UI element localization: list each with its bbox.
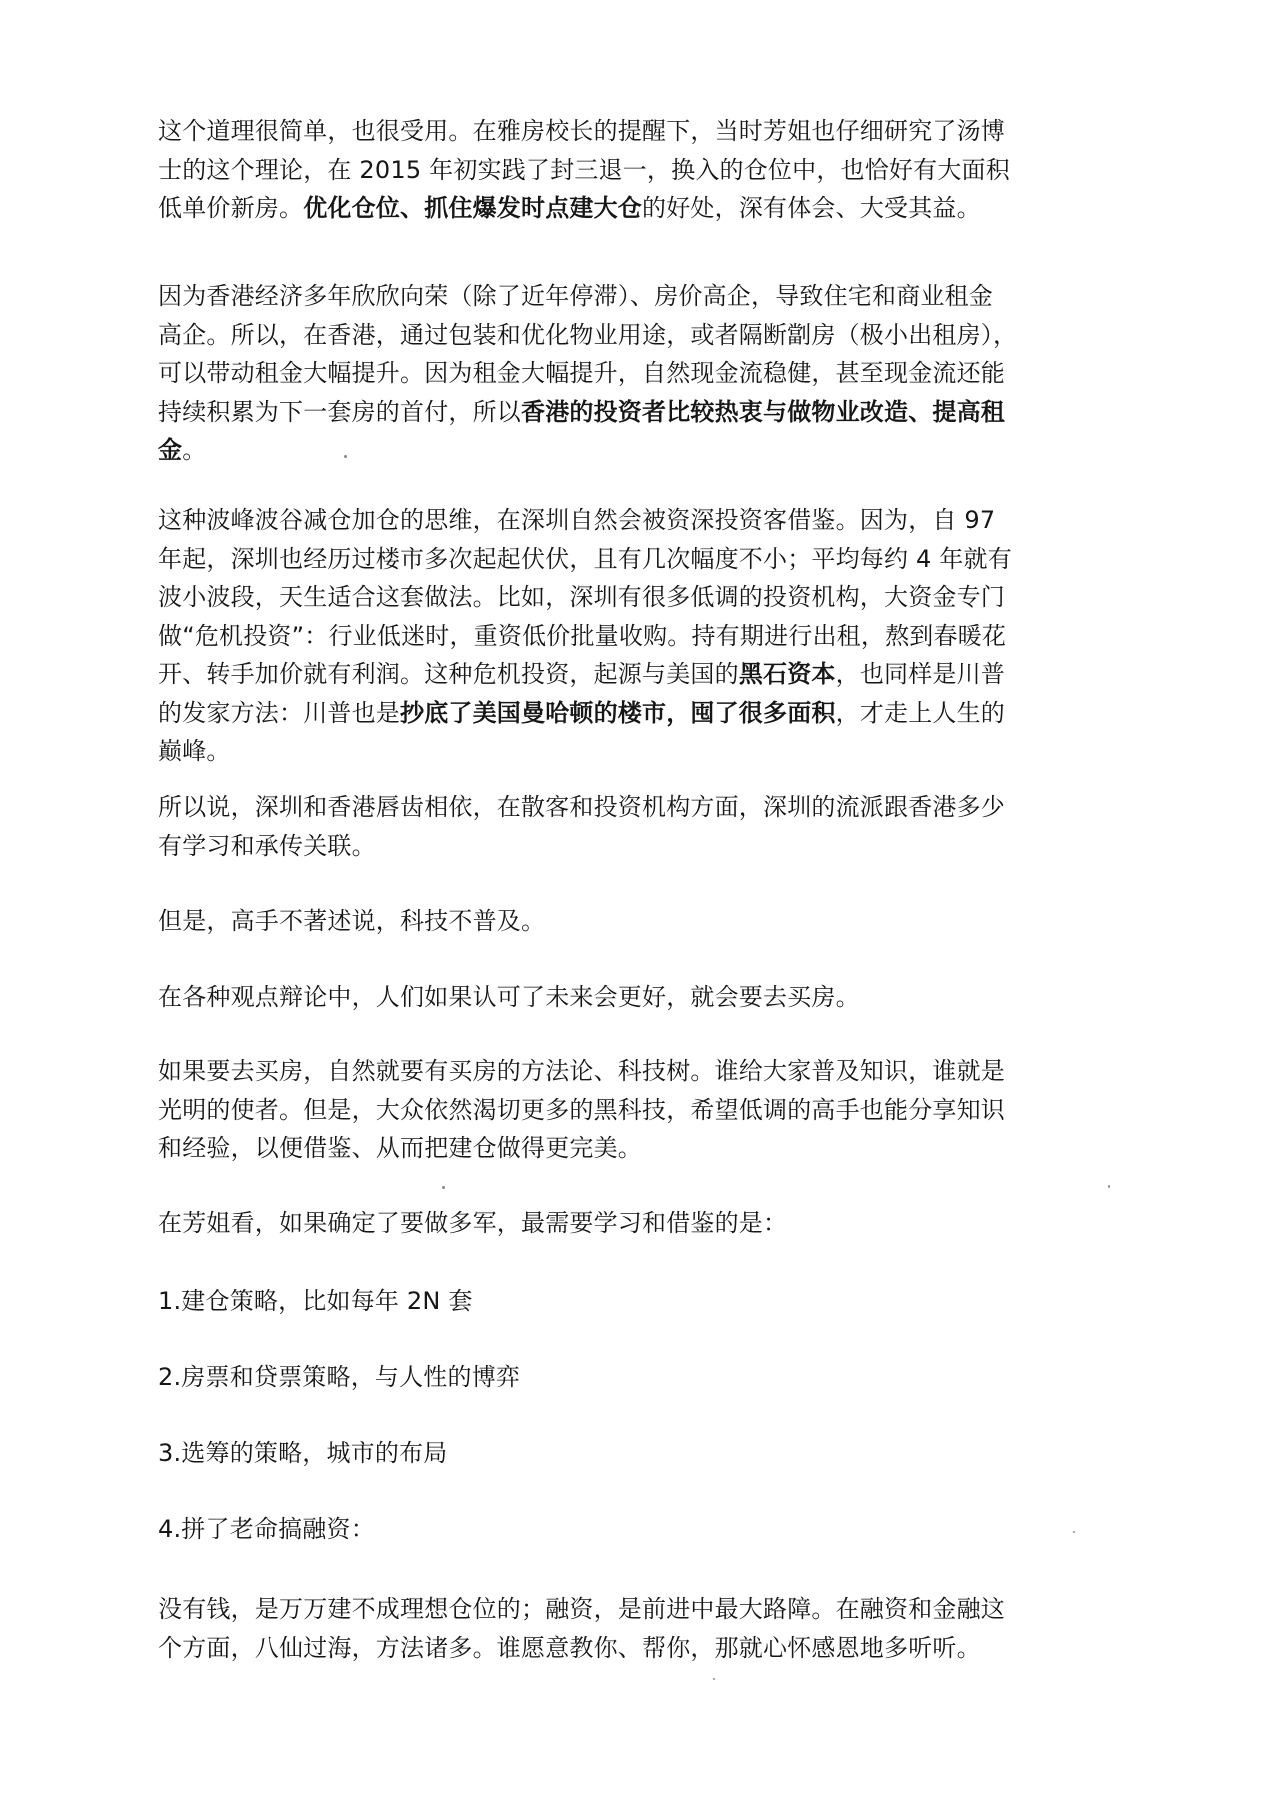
list-item-3	[158, 1434, 1098, 1473]
text-line	[158, 1052, 1098, 1091]
text-run: 光明的使者。但是，大众依然渴切更多的黑科技，希望低调的高手也能分享知识	[158, 1095, 1005, 1124]
list-item-1	[158, 1282, 1098, 1321]
text-run: ，也同样是川普	[835, 660, 1006, 688]
text-run: 这个道理很简单，也很受用。在雅房校长的提醒下，当时芳姐也仔细研究了汤博	[158, 117, 1005, 145]
bold-text-run: 金	[158, 436, 183, 464]
text-line	[158, 902, 1098, 941]
text-line	[158, 1091, 1098, 1130]
text-line	[158, 732, 1098, 771]
text-line	[158, 617, 1098, 656]
text-line	[158, 501, 1098, 540]
paragraph-6	[158, 978, 1098, 1017]
text-run: 在各种观点辩论中，人们如果认可了未来会更好，就会要去买房。	[158, 983, 860, 1011]
paragraph-8	[158, 1204, 1098, 1243]
text-line	[158, 978, 1098, 1017]
text-line	[158, 1434, 1098, 1473]
text-run: 和经验，以便借鉴、从而把建仓做得更完美。	[158, 1134, 642, 1162]
text-run: 4.拼了老命搞融资：	[158, 1515, 375, 1543]
text-run: 持续积累为下一套房的首付，所以	[158, 397, 521, 426]
text-run: 所以说，深圳和香港唇齿相依，在散客和投资机构方面，深圳的流派跟香港多少	[158, 793, 1005, 821]
text-run: 年起，深圳也经历过楼市多次起起伏伏，且有几次幅度不小；平均每约 4 年就有	[158, 544, 1012, 573]
text-line	[158, 189, 1098, 228]
paragraph-2	[158, 277, 1098, 470]
text-run: 这种波峰波谷减仓加仓的思维，在深圳自然会被资深投资客借鉴。因为，自 97	[158, 506, 996, 534]
text-run: 在芳姐看，如果确定了要做多军，最需要学习和借鉴的是：	[158, 1209, 788, 1237]
text-line	[158, 1358, 1098, 1397]
scan-speck	[713, 1678, 715, 1680]
list-item-2	[158, 1358, 1098, 1397]
text-run: 士的这个理论，在 2015 年初实践了封三退一，换入的仓位中，也恰好有大面积	[158, 155, 1010, 184]
text-line	[158, 1129, 1098, 1168]
text-line	[158, 655, 1098, 694]
text-run: 可以带动租金大幅提升。因为租金大幅提升，自然现金流稳健，甚至现金流还能	[158, 359, 1005, 387]
text-run: 个方面，八仙过海，方法诸多。谁愿意教你、帮你，那就心怀感恩地多听听。	[158, 1633, 981, 1662]
list-item-4	[158, 1510, 1098, 1549]
text-run: 的发家方法：川普也是	[158, 698, 400, 727]
bold-text-run: 香港的投资者比较热衷与做物业改造、提高租	[521, 397, 1005, 426]
text-run: ，才走上人生的	[835, 698, 1006, 727]
text-line	[158, 788, 1098, 827]
paragraph-4	[158, 788, 1098, 865]
paragraph-9	[158, 1590, 1098, 1667]
text-run: 1.建仓策略，比如每年 2N 套	[158, 1287, 473, 1315]
text-run: 有学习和承传关联。	[158, 831, 376, 860]
text-line	[158, 431, 1098, 470]
scan-speck	[442, 1186, 445, 1189]
text-run: 2.房票和贷票策略，与人性的博弈	[158, 1363, 521, 1391]
text-line	[158, 1204, 1098, 1243]
text-run: 3.选筹的策略，城市的布局	[158, 1439, 448, 1467]
text-line	[158, 277, 1098, 316]
text-run: 开、转手加价就有利润。这种危机投资，起源与美国的	[158, 660, 739, 688]
text-line	[158, 112, 1098, 151]
text-line	[158, 1510, 1098, 1549]
text-run: 但是，高手不著述说，科技不普及。	[158, 907, 546, 935]
text-run: 没有钱，是万万建不成理想仓位的；融资，是前进中最大路障。在融资和金融这	[158, 1595, 1005, 1623]
text-run: 做“危机投资”：行业低迷时，重资低价批量收购。持有期进行出租，熬到春暖花	[158, 621, 1007, 650]
bold-text-run: 抄底了美国曼哈顿的楼市，囤了很多面积	[400, 698, 836, 727]
text-run: 因为香港经济多年欣欣向荣（除了近年停滞）、房价高企，导致住宅和商业租金	[158, 282, 993, 310]
bold-text-run: 黑石资本	[738, 660, 836, 688]
scan-speck	[344, 455, 347, 458]
text-line	[158, 1629, 1098, 1668]
paragraph-3	[158, 501, 1098, 771]
bold-text-run: 优化仓位、抓住爆发时点建大仓	[303, 194, 643, 222]
text-run: 的好处，深有体会、大受其益。	[642, 194, 981, 222]
text-line	[158, 1282, 1098, 1321]
text-run: 如果要去买房，自然就要有买房的方法论、科技树。谁给大家普及知识，谁就是	[158, 1057, 1005, 1085]
text-line	[158, 694, 1098, 733]
scan-speck	[1073, 1531, 1075, 1533]
text-run: 高企。所以，在香港，通过包装和优化物业用途，或者隔断劏房（极小出租房），	[158, 320, 1018, 349]
scan-speck	[1108, 1185, 1110, 1188]
text-line	[158, 316, 1098, 355]
text-line	[158, 151, 1098, 190]
text-line	[158, 354, 1098, 393]
text-run: 。	[182, 436, 207, 464]
text-line	[158, 540, 1098, 579]
text-run: 低单价新房。	[158, 194, 304, 222]
paragraph-1	[158, 112, 1098, 228]
text-line	[158, 393, 1098, 432]
text-line	[158, 578, 1098, 617]
text-run: 波小波段，天生适合这套做法。比如，深圳有很多低调的投资机构，大资金专门	[158, 583, 1005, 611]
text-run: 巅峰。	[158, 737, 231, 765]
text-line	[158, 1590, 1098, 1629]
paragraph-7	[158, 1052, 1098, 1168]
paragraph-5	[158, 902, 1098, 941]
text-line	[158, 827, 1098, 866]
